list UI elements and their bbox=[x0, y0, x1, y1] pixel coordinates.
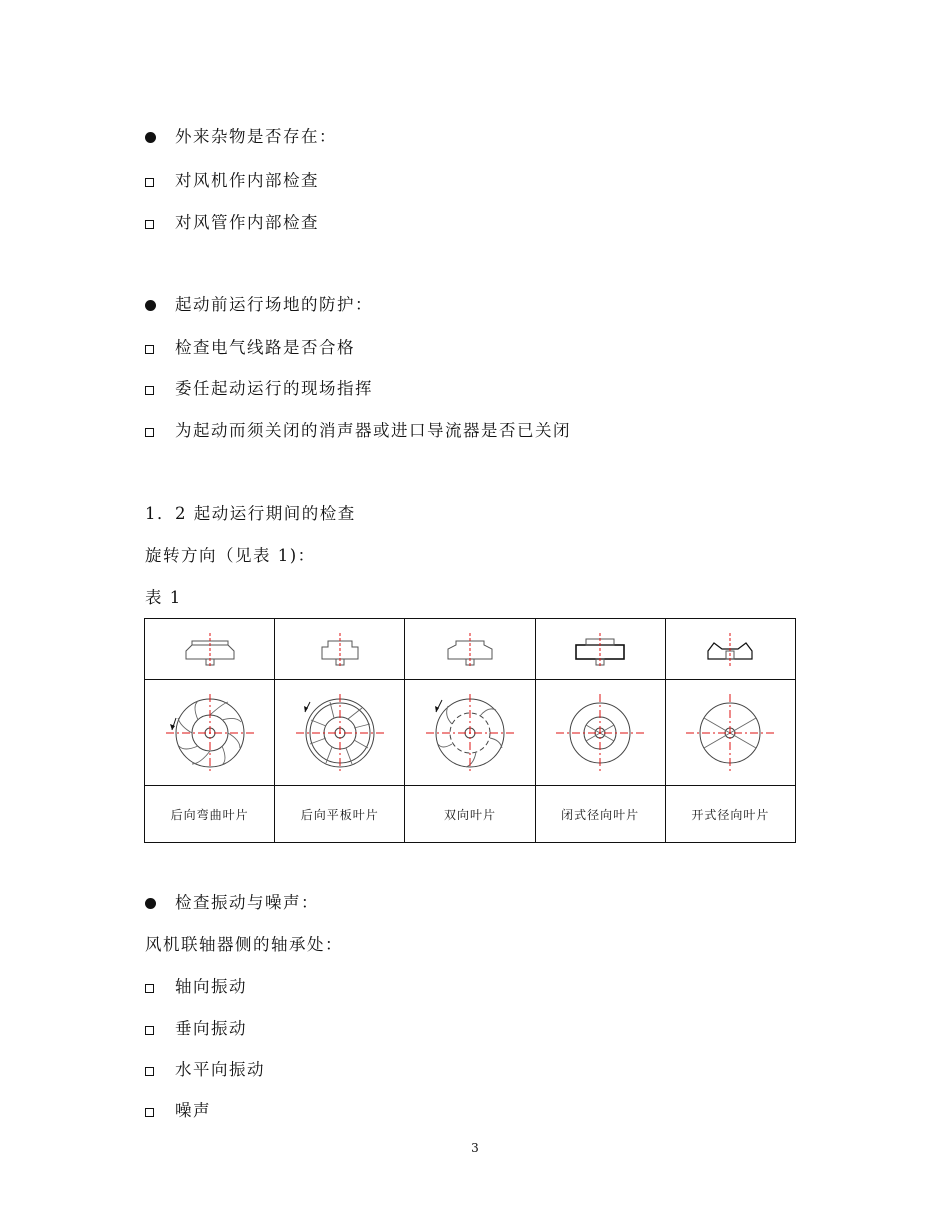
checklist-item-label: 轴向振动 bbox=[175, 977, 247, 996]
impeller-table bbox=[144, 618, 796, 843]
vibration-heading: 检查振动与噪声： bbox=[175, 893, 319, 912]
front-view-cell bbox=[665, 680, 795, 786]
front-view-cell bbox=[275, 680, 405, 786]
front-view-cell bbox=[405, 680, 535, 786]
front-view-cell bbox=[145, 680, 275, 786]
checkbox-square-icon bbox=[145, 428, 154, 437]
bullet-dot-icon bbox=[145, 898, 156, 909]
side-view-cell bbox=[665, 619, 795, 680]
bullet-dot-icon bbox=[145, 300, 156, 311]
side-view-cell bbox=[405, 619, 535, 680]
checkbox-square-icon bbox=[145, 386, 154, 395]
section-2-heading: 起动前运行场地的防护： bbox=[175, 295, 373, 314]
side-view-cell bbox=[145, 619, 275, 680]
checkbox-square-icon bbox=[145, 1067, 154, 1076]
checklist-item-label: 水平向振动 bbox=[175, 1060, 265, 1079]
side-view-cell bbox=[535, 619, 665, 680]
front-view-cell bbox=[535, 680, 665, 786]
impeller-type-label: 后向弯曲叶片 bbox=[145, 786, 275, 843]
backward-flat-impeller-icon bbox=[292, 688, 388, 778]
checkbox-square-icon bbox=[145, 220, 154, 229]
label-row bbox=[145, 786, 796, 843]
open-radial-impeller-icon bbox=[682, 688, 778, 778]
checkbox-square-icon bbox=[145, 1108, 154, 1117]
checklist-item-label: 检查电气线路是否合格 bbox=[175, 338, 355, 357]
backward-curved-side-view-icon bbox=[180, 631, 240, 667]
checkbox-square-icon bbox=[145, 178, 154, 187]
impeller-type-label: 双向叶片 bbox=[405, 786, 535, 843]
backward-curved-impeller-icon bbox=[162, 688, 258, 778]
front-view-row bbox=[145, 680, 796, 786]
bidirectional-impeller-icon bbox=[422, 688, 518, 778]
checklist-item-label: 噪声 bbox=[175, 1101, 211, 1120]
checkbox-square-icon bbox=[145, 345, 154, 354]
bidirectional-side-view-icon bbox=[440, 631, 500, 667]
impeller-type-label: 开式径向叶片 bbox=[665, 786, 795, 843]
impeller-type-label: 闭式径向叶片 bbox=[535, 786, 665, 843]
checklist-item-label: 委任起动运行的现场指挥 bbox=[175, 379, 373, 398]
checklist-item-label: 垂向振动 bbox=[175, 1019, 247, 1038]
checklist-item-label: 对风机作内部检查 bbox=[175, 171, 319, 190]
vibration-intro: 风机联轴器侧的轴承处： bbox=[145, 935, 343, 954]
checkbox-square-icon bbox=[145, 1026, 154, 1035]
side-view-row bbox=[145, 619, 796, 680]
open-radial-side-view-icon bbox=[700, 631, 760, 667]
closed-radial-side-view-icon bbox=[570, 631, 630, 667]
section-1-heading: 外来杂物是否存在： bbox=[175, 127, 337, 146]
side-view-cell bbox=[275, 619, 405, 680]
checkbox-square-icon bbox=[145, 984, 154, 993]
table-caption: 表 1 bbox=[145, 588, 182, 607]
page-number: 3 bbox=[471, 1141, 479, 1155]
closed-radial-impeller-icon bbox=[552, 688, 648, 778]
rotation-direction-label: 旋转方向（见表 1)： bbox=[145, 546, 316, 565]
impeller-type-label: 后向平板叶片 bbox=[275, 786, 405, 843]
backward-flat-side-view-icon bbox=[310, 631, 370, 667]
subsection-title: 1．2 起动运行期间的检查 bbox=[145, 504, 356, 523]
checklist-item-label: 对风管作内部检查 bbox=[175, 213, 319, 232]
checklist-item-label: 为起动而须关闭的消声器或进口导流器是否已关闭 bbox=[175, 421, 571, 440]
bullet-dot-icon bbox=[145, 132, 156, 143]
